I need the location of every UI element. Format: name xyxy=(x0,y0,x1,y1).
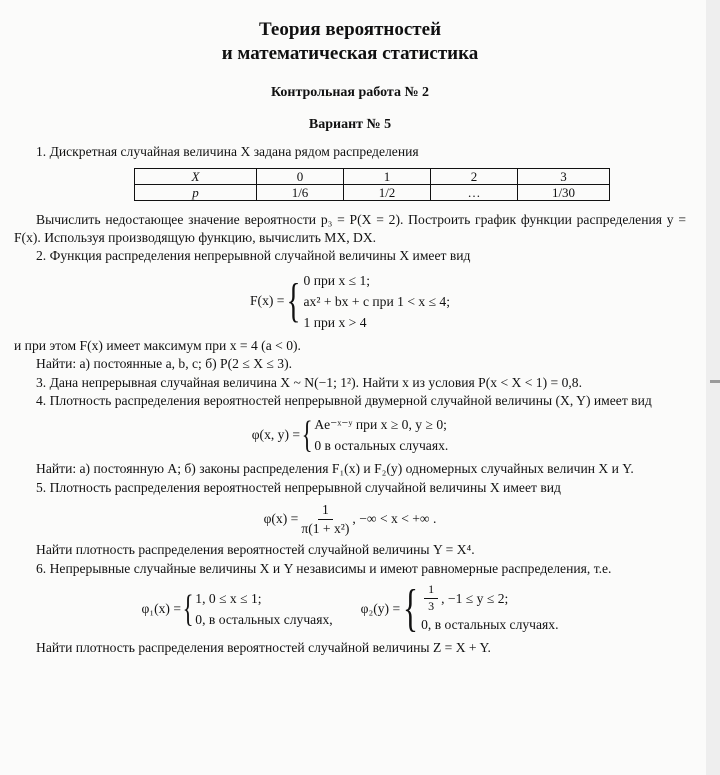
fraction-denominator: 3 xyxy=(428,598,435,613)
case-line: 0 в остальных случаях. xyxy=(314,438,449,454)
table-cell: … xyxy=(431,184,518,200)
title-line-1: Теория вероятностей xyxy=(258,19,442,40)
left-brace-icon: { xyxy=(403,579,419,637)
formula-lhs: φ(x) = xyxy=(263,511,299,527)
task2-find: Найти: а) постоянные a, b, c; б) P(2 ≤ X ≤ 3). xyxy=(36,356,292,372)
case-line: 1 при x > 4 xyxy=(303,314,367,330)
title-line-2: и математическая статистика xyxy=(221,42,479,64)
fraction xyxy=(424,582,438,614)
table-cell: X xyxy=(135,168,257,184)
table-cell: 2 xyxy=(431,168,518,184)
case-line: , −1 ≤ y ≤ 2; xyxy=(441,590,509,606)
task3-text: 3. Дана непрерывная случайная величина X ~ N(−1; 1²). Найти x из условия P(x < X < 1) = 0,8. xyxy=(36,374,582,390)
case-line: ax² + bx + c при 1 < x ≤ 4; xyxy=(303,293,451,309)
case-line: Ae⁻ˣ⁻ʸ при x ≥ 0, y ≥ 0; xyxy=(314,417,447,433)
task4-intro: 4. Плотность распределения вероятностей непрерывной двумерной случайной величины (X, Y) имеет вид xyxy=(36,392,652,408)
variant-title: Вариант № 5 xyxy=(308,117,392,133)
table-row xyxy=(135,168,610,184)
case-line: 1, 0 ≤ x ≤ 1; xyxy=(195,590,262,606)
task5-find: Найти плотность распределения вероятностей случайной величины Y = X⁴. xyxy=(36,542,475,558)
table-row xyxy=(135,184,610,200)
task4-formula xyxy=(14,414,686,456)
task1-intro: 1. Дискретная случайная величина X задана рядом распределения xyxy=(36,144,419,160)
table-cell: 0 xyxy=(257,168,344,184)
task6-formulas xyxy=(14,579,686,637)
case-line: 0 при x ≤ 1; xyxy=(303,272,371,288)
scroll-marker xyxy=(710,380,720,383)
document-page xyxy=(14,18,686,658)
case-line: 0, в остальных случаях, xyxy=(195,611,333,627)
table-cell: 1/30 xyxy=(518,184,610,200)
table-cell: 1 xyxy=(344,168,431,184)
left-brace-icon: { xyxy=(287,274,301,328)
page-edge-strip xyxy=(706,0,720,775)
left-brace-icon: { xyxy=(301,414,313,457)
left-brace-icon: { xyxy=(182,587,194,630)
fraction xyxy=(301,501,349,537)
work-title: Контрольная работа № 2 xyxy=(270,84,430,100)
fraction-denominator: π(1 + x²) xyxy=(301,520,350,536)
formula-lhs: φ₁(x) = xyxy=(141,600,182,616)
distribution-table xyxy=(134,168,610,201)
task2-intro: 2. Функция распределения непрерывной случайной величины X имеет вид xyxy=(36,248,471,264)
formula-lhs: φ₂(y) = xyxy=(360,600,401,616)
formula-range: , −∞ < x < +∞ . xyxy=(352,511,437,527)
task5-intro: 5. Плотность распределения вероятностей непрерывной случайной величины X имеет вид xyxy=(36,479,561,495)
formula-lhs: φ(x, y) = xyxy=(251,427,301,443)
formula-lhs: F(x) = xyxy=(249,293,285,309)
table-cell: 3 xyxy=(518,168,610,184)
task6-intro: 6. Непрерывные случайные величины X и Y независимы и имеют равномерные распределения, т.е. xyxy=(36,560,612,576)
task6-find: Найти плотность распределения вероятностей случайной величины Z = X + Y. xyxy=(36,640,491,656)
table-cell: 1/6 xyxy=(257,184,344,200)
task4-find: Найти: а) постоянную A; б) законы распределения F₁(x) и F₂(y) одномерных случайных величин X и Y. xyxy=(36,461,634,477)
task5-formula xyxy=(14,501,686,537)
case-line: 0, в остальных случаях. xyxy=(421,617,559,633)
task2-after: и при этом F(x) имеет максимум при x = 4 (a < 0). xyxy=(14,337,301,353)
fraction-numerator: 1 xyxy=(318,501,333,520)
task1-text: Вычислить недостающее значение вероятности p₃ = P(X = 2). Построить график функции распределения y = F(x). Используя производящую функцию, вычислить MX, DX. xyxy=(14,211,686,245)
task2-formula xyxy=(14,270,686,333)
table-cell: p xyxy=(135,184,257,200)
table-cell: 1/2 xyxy=(344,184,431,200)
fraction-numerator: 1 xyxy=(424,582,438,599)
